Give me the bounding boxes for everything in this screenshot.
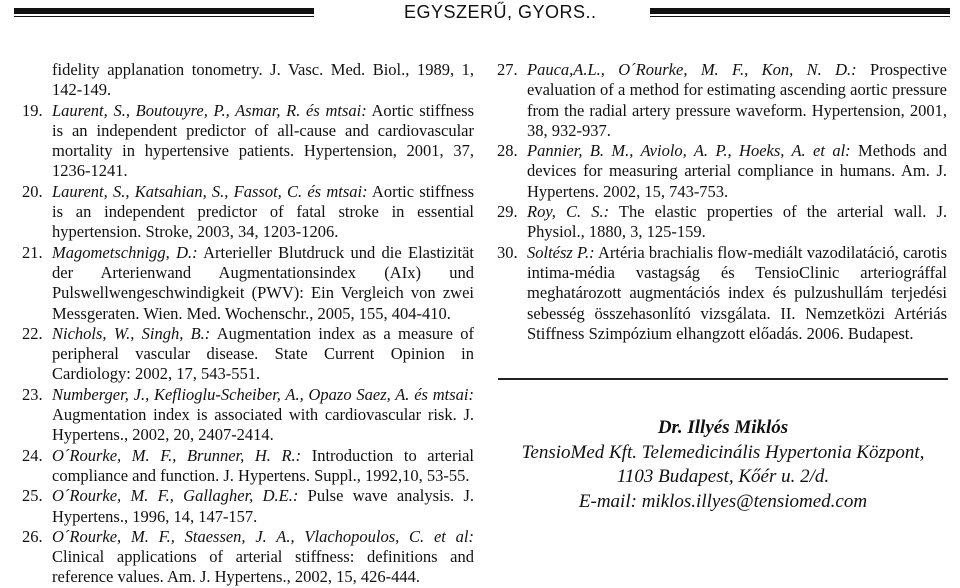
reference-authors: Laurent, S., Boutouyre, P., Asmar, R. és mtsai: <box>52 100 367 120</box>
reference-number: 24. <box>22 445 43 465</box>
reference-authors: Numberger, J., Keflioglu-Scheiber, A., Opazo Saez, A. és mtsai: <box>52 384 474 404</box>
reference-number: 21. <box>22 242 43 262</box>
reference-29 <box>497 202 947 243</box>
reference-text: Augmentation index is associated with cardiovascular risk. J. Hypertens., 2002, 20, 2407-2414. <box>52 405 474 445</box>
header-rule-right-thin <box>650 16 950 17</box>
reference-authors: Pannier, B. M., Aviolo, A. P., Hoeks, A. et al: <box>527 141 851 161</box>
reference-30 <box>497 243 947 344</box>
references-right-column <box>497 60 947 344</box>
reference-number: 23. <box>22 384 43 404</box>
references-left-column <box>22 60 474 588</box>
reference-text: Pulse wave analysis. J. Hypertens., 1996, 14, 147-157. <box>52 486 474 526</box>
reference-authors: Magometschnigg, D.: <box>52 242 198 262</box>
reference-number: 26. <box>22 526 43 546</box>
reference-23 <box>22 385 474 446</box>
reference-21 <box>22 243 474 324</box>
author-affiliation: TensioMed Kft. Telemedicinális Hypertonia Központ, <box>521 441 925 463</box>
reference-text: fidelity applanation tonometry. J. Vasc. Med. Biol., 1989, 1, 142-149. <box>52 60 474 100</box>
reference-text: The elastic properties of the arterial wall. J. Physiol., 1880, 3, 125-159. <box>527 202 947 242</box>
author-address: 1103 Budapest, Kőér u. 2/d. <box>616 466 830 487</box>
reference-text: Augmentation index as a measure of peripheral vascular disease. State Current Opinion in Cardiology: 2002, 17, 543-551. <box>52 323 474 384</box>
reference-22 <box>22 324 474 385</box>
reference-text: Artéria brachialis flow-mediált vazodilatáció, carotis intima-média vastagság és TensioClinic arteriográffal meghatározott augmentációs index és pulzushullám terjedési sebesség összehasonlító vizsgálata. II. Nemzetközi Artériás Stiffness Szimpózium elhangzott előadás. 2006. Budapest. <box>527 242 948 343</box>
reference-authors: Pauca,A.L., O´Rourke, M. F., Kon, N. D.: <box>527 60 857 79</box>
author-email[interactable]: E-mail: miklos.illyes@tensiomed.com <box>578 490 868 512</box>
reference-authors: O´Rourke, M. F., Staessen, J. A., Vlachopoulos, C. et al: <box>52 526 474 546</box>
reference-27 <box>497 60 947 141</box>
reference-continuation <box>22 60 474 101</box>
header-rule-left-thin <box>14 16 314 17</box>
reference-24 <box>22 446 474 487</box>
reference-number: 29. <box>497 202 518 222</box>
header-rule-right <box>650 8 950 14</box>
reference-authors: Soltész P.: <box>527 242 595 262</box>
reference-25 <box>22 486 474 527</box>
reference-text: Introduction to arterial compliance and function. J. Hypertens. Suppl., 1992,10, 53-55. <box>52 445 474 485</box>
reference-number: 30. <box>497 242 518 262</box>
reference-authors: Nichols, W., Singh, B.: <box>52 323 211 343</box>
reference-28 <box>497 141 947 202</box>
reference-authors: Roy, C. S.: <box>527 202 610 222</box>
reference-text: Aortic stiffness is an independent predictor of all-cause and cardiovascular mortality in hypertensive patients. Hypertension, 2001, 37, 1236-1241. <box>52 100 474 181</box>
reference-20 <box>22 182 474 243</box>
reference-text: Clinical applications of arterial stiffness: definitions and reference values. Am. J. Hypertens., 2002, 15, 426-444. <box>52 547 474 587</box>
reference-text: Arterieller Blutdruck und die Elastizität der Arterienwand Augmentationsindex (AIx) und Pulswellwengeschwindigkeit (PWV): Ein Vergleich von zwei Messgeraten. Wien. Med. Wochenschr., 2005, 155, 404-410. <box>52 242 474 323</box>
reference-authors: O´Rourke, M. F., Brunner, H. R.: <box>52 445 302 465</box>
reference-text: Methods and devices for measuring arterial compliance in humans. Am. J. Hypertens. 2002, 15, 743-753. <box>527 141 948 201</box>
reference-text: Prospective evaluation of a method for estimating ascending aortic pressure from the radial artery pressure waveform. Hypertension, 2001, 38, 932-937. <box>527 60 948 140</box>
section-divider <box>498 378 948 380</box>
reference-authors: O´Rourke, M. F., Gallagher, D.E.: <box>52 486 299 506</box>
reference-text: Aortic stiffness is an independent predictor of fatal stroke in essential hypertension. Stroke, 2003, 34, 1203-1206. <box>52 181 474 242</box>
author-info <box>498 416 948 514</box>
reference-number: 19. <box>22 100 43 120</box>
header-rule-left <box>14 8 314 14</box>
reference-number: 28. <box>497 141 518 161</box>
reference-19 <box>22 101 474 182</box>
reference-number: 27. <box>497 60 518 79</box>
reference-number: 25. <box>22 486 43 506</box>
reference-number: 22. <box>22 323 43 343</box>
reference-authors: Laurent, S., Katsahian, S., Fassot, C. és mtsai: <box>52 181 368 201</box>
author-name: Dr. Illyés Miklós <box>657 417 789 438</box>
section-title: EGYSZERŰ, GYORS.. <box>404 2 597 22</box>
reference-number: 20. <box>22 181 43 201</box>
